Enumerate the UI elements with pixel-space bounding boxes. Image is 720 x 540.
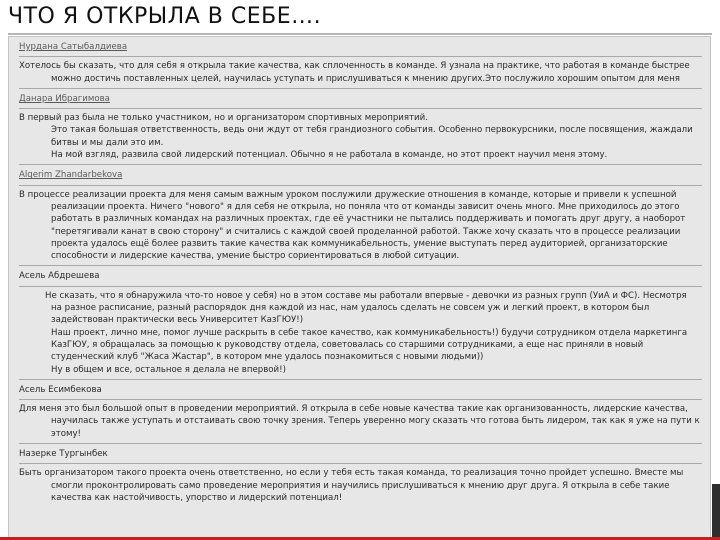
text-line: Не сказать, что я обнаружила что-то новое у себя) но в этом составе мы работали впервые - девочки из разных групп (УиА и ФС). Несмотря (45, 290, 687, 301)
text-line: проекта удалось ещё более развить такие качества как коммуникабельность, умение выступать перед аудиторией, организаторские (51, 238, 668, 249)
divider (19, 108, 702, 109)
author-name: Асель Есимбекова (19, 384, 102, 395)
author-name: Данара Ибрагимова (19, 93, 110, 104)
entry-text (19, 403, 702, 440)
text-line: битвы и мы дали это им. (51, 137, 164, 148)
page-title: ЧТО Я ОТКРЫЛА В СЕБЕ…. (8, 4, 322, 29)
author-name: Асель Абдрешева (19, 271, 100, 282)
divider (19, 56, 702, 57)
divider (19, 286, 702, 287)
entry-text (19, 189, 702, 263)
text-line: В первый раз была не только участником, но и организатором спортивных мероприятий. (19, 113, 428, 124)
text-line: На мой взгляд, развила свой лидерский потенциал. Обычно я не работала в команде, но этот проект научил меня этому. (51, 150, 608, 161)
text-line: смогли проконтролировать само проведение мероприятия и научились прислушиваться к мнению друг друга. Я открыла в себе такие (51, 480, 670, 491)
divider (19, 463, 702, 464)
text-line: задействован практически весь Университет КазГЮУ!) (51, 315, 304, 326)
text-line: В процессе реализации проекта для меня самым важным уроком послужили дружеские отношения в команде, которые и привели к успешной (19, 189, 677, 200)
author-name: Нурдана Сатыбалдиева (19, 42, 128, 52)
divider (19, 443, 702, 444)
text-line: научилась также уступать и отстаивать свою точку зрения. Теперь уверенно могу сказать что готова быть лидером, так как я уже на пути к (51, 416, 700, 427)
author-name: Назерке Тургынбек (19, 449, 108, 460)
divider (19, 265, 702, 266)
title-underline (8, 33, 712, 35)
text-line: Для меня это был большой опыт в проведении мероприятий. Я открыла в себе новые качества такие как организованность, лидерские качества, (19, 404, 688, 415)
divider (19, 399, 702, 400)
content-panel (8, 36, 711, 540)
text-line: этому! (51, 428, 81, 439)
entry-text (19, 290, 702, 376)
text-line: Ну в общем и все, остальное я делала не впервой!) (51, 364, 286, 375)
divider (19, 164, 702, 165)
text-line: студенческий клуб "Жаса Жастар", в котором мне удалось познакомиться с новыми людьми)) (51, 352, 484, 363)
text-line: Это такая большая ответственность, ведь они ждут от тебя грандиозного события. Особенно первокурсники, после посвящения, жаждали (51, 125, 693, 136)
author-name: Algerim Zhandarbekova (19, 170, 123, 181)
divider (19, 185, 702, 186)
text-line: Быть организатором такого проекта очень ответственно, но если у тебя есть такая команда, то реализация точно пройдет успешно. Вместе мы (19, 468, 684, 479)
text-line: качества как настойчивость, упорство и лидерский потенциал! (51, 492, 343, 503)
text-line: Хотелось бы сказать, что для себя я открыла такие качества, как сплоченность в команде. Я узнала на практике, что работая в команде быстрее (19, 61, 690, 72)
text-line: Наш проект, лично мне, помог лучше раскрыть в себе такое качество, как коммуникабельность!) будучи сотрудником отдела маркетинга (51, 327, 688, 338)
entry-text (19, 60, 702, 85)
corner-decoration (712, 484, 720, 540)
text-line: КазГЮУ, я обращалась за помощью к руководству отдела, советовалась со старшими сотрудниками, а еще нас приняли в новый (51, 339, 644, 350)
text-line: работать в различных командах на различных проектах, где её участники не пытались поддерживать и помогать друг другу, а наоборот (51, 214, 686, 225)
text-line: "перетягивали канат в свою сторону" и считались с каждой своей проделанной работой. Также хочу сказать что в процессе реализации (51, 226, 681, 237)
text-line: можно достичь поставленных целей, научилась уступать и прислушиваться к мнению других.Это послужило хорошим опытом для меня (51, 73, 680, 84)
entry-text (19, 467, 702, 504)
text-line: на разное расписание, разный распорядок дня каждой из нас, нам удалось сделать не совсем уж и легкий проект, в котором был (51, 303, 650, 314)
divider (19, 88, 702, 89)
text-line: реализации проекта. Ничего "нового" я для себя не открыла, но поняла что от команды зависит очень много. Мне приходилось до этого (51, 201, 680, 212)
text-line: способности и лидерские качества, умение быстро сориентироваться в любой ситуации. (51, 251, 460, 262)
entry-text (19, 112, 702, 161)
divider (19, 379, 702, 380)
